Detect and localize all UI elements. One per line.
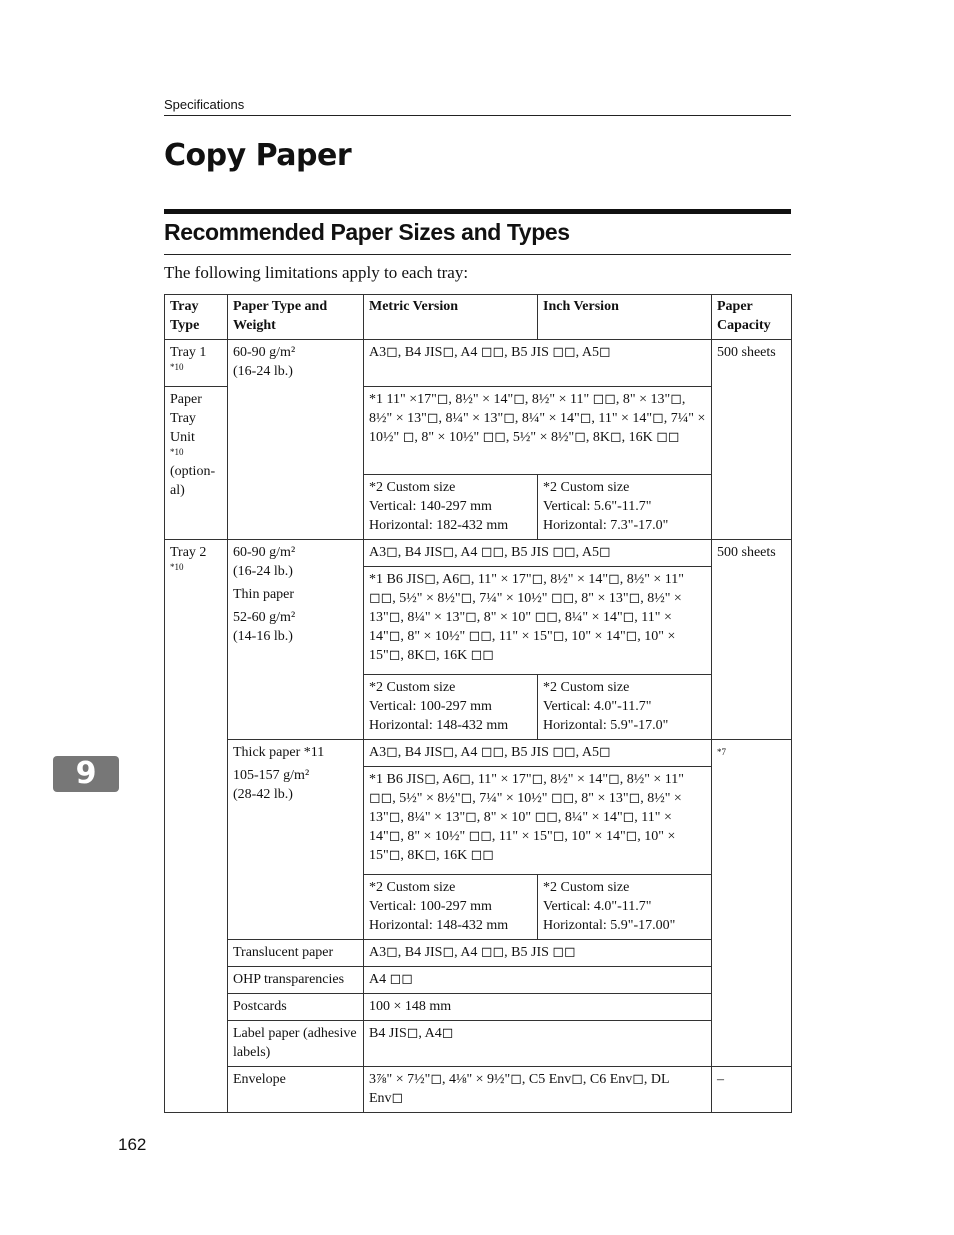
header-rule — [164, 115, 791, 116]
custom-horizontal: Horizontal: 7.3"-17.0" — [543, 518, 669, 533]
tray1-weight: 60-90 g/m² — [233, 345, 296, 360]
table-row — [165, 740, 792, 767]
translucent-label: Translucent paper — [228, 940, 364, 967]
section-rule — [164, 209, 791, 214]
label-paper-sizes: B4 JIS◻, A4◻ — [364, 1021, 712, 1067]
ptu-sizes: *1 11" ×17"◻, 8½" × 14"◻, 8½" × 11" ◻◻, 8" × 13"◻, 8½" × 13"◻, 8¼" × 13"◻, 8¼" × 14"◻, 11" × 14"◻, 7¼" × 10½" ◻, 8" × 10½" ◻◻, 5½" × 8½"◻, 8K◻, 16K ◻◻ — [364, 387, 712, 475]
table-row — [165, 940, 792, 967]
ohp-label: OHP transparencies — [228, 967, 364, 994]
paper-size-table — [164, 294, 792, 1113]
table-row — [165, 994, 792, 1021]
thick-inch-custom — [538, 875, 712, 940]
custom-horizontal: Horizontal: 148-432 mm — [369, 918, 509, 933]
thin-paper-weight: 52-60 g/m² — [233, 610, 296, 625]
custom-vertical: Vertical: 4.0"-11.7" — [543, 699, 652, 714]
tray1-label: Tray 1 — [170, 345, 207, 360]
tray2-weight-lb: (16-24 lb.) — [233, 564, 293, 579]
postcards-sizes: 100 × 148 mm — [364, 994, 712, 1021]
tray2-sizes: A3◻, B4 JIS◻, A4 ◻◻, B5 JIS ◻◻, A5◻ — [364, 540, 712, 567]
envelope-capacity: – — [712, 1067, 792, 1113]
intro-text: The following limitations apply to each tray: — [164, 263, 469, 282]
ptu-cell — [165, 387, 228, 540]
custom-size-label: *2 Custom size — [369, 680, 456, 695]
custom-horizontal: Horizontal: 5.9"-17.0" — [543, 718, 669, 733]
custom-horizontal: Horizontal: 182-432 mm — [369, 518, 509, 533]
custom-size-label: *2 Custom size — [543, 480, 630, 495]
tray2-weight: 60-90 g/m² — [233, 545, 296, 560]
tray2-weight-cell — [228, 540, 364, 740]
table-row — [165, 340, 792, 387]
tray2-metric-custom — [364, 675, 538, 740]
running-header: Specifications — [164, 97, 245, 112]
thick-extra-sizes: *1 B6 JIS◻, A6◻, 11" × 17"◻, 8½" × 14"◻, 8½" × 11" ◻◻, 5½" × 8½"◻, 7¼" × 10½" ◻◻, 8" × 13"◻, 8½" × 13"◻, 8¼" × 13"◻, 8" × 10" ◻◻, 8¼" × 14"◻, 11" × 14"◻, 8" × 10½" ◻◻, 11" × 15"◻, 10" × 14"◻, 10" × 15"◻, 8K◻, 16K ◻◻ — [364, 767, 712, 875]
col-header-inch: Inch Version — [538, 295, 712, 340]
custom-vertical: Vertical: 100-297 mm — [369, 699, 492, 714]
tray2-note: *10 — [170, 562, 184, 572]
tray1-sizes: A3◻, B4 JIS◻, A4 ◻◻, B5 JIS ◻◻, A5◻ — [364, 340, 712, 387]
thin-paper-weight-lb: (14-16 lb.) — [233, 629, 293, 644]
ohp-sizes: A4 ◻◻ — [364, 967, 712, 994]
custom-size-label: *2 Custom size — [543, 880, 630, 895]
envelope-label: Envelope — [228, 1067, 364, 1113]
table-row — [165, 540, 792, 567]
subtitle-rule — [164, 254, 791, 255]
tray2-inch-custom — [538, 675, 712, 740]
tray2-label: Tray 2 — [170, 545, 207, 560]
ptu-option: (option-al) — [170, 464, 216, 498]
custom-size-label: *2 Custom size — [543, 680, 630, 695]
tray1-cell — [165, 340, 228, 387]
table-row — [165, 1021, 792, 1067]
translucent-sizes: A3◻, B4 JIS◻, A4 ◻◻, B5 JIS ◻◻ — [364, 940, 712, 967]
custom-size-label: *2 Custom size — [369, 480, 456, 495]
table-row — [165, 1067, 792, 1113]
tray1-note: *10 — [170, 362, 184, 372]
ptu-label: Paper Tray Unit — [170, 392, 202, 445]
col-header-capacity: Paper Capacity — [712, 295, 792, 340]
tray1-weight-cell — [228, 340, 364, 540]
thick-paper-weight-lb: (28-42 lb.) — [233, 787, 293, 802]
thick-paper-weight: 105-157 g/m² — [233, 768, 310, 783]
thin-paper-label: Thin paper — [233, 587, 295, 602]
custom-horizontal: Horizontal: 5.9"-17.00" — [543, 918, 676, 933]
tray2-cell — [165, 540, 228, 1113]
custom-vertical: Vertical: 140-297 mm — [369, 499, 492, 514]
tray1-weight-lb: (16-24 lb.) — [233, 364, 293, 379]
thick-sizes: A3◻, B4 JIS◻, A4 ◻◻, B5 JIS ◻◻, A5◻ — [364, 740, 712, 767]
thick-paper-label: Thick paper *11 — [233, 745, 325, 760]
envelope-sizes: 3⅞" × 7½"◻, 4⅛" × 9½"◻, C5 Env◻, C6 Env◻, DL Env◻ — [364, 1067, 712, 1113]
page-title: Copy Paper — [164, 138, 352, 173]
col-header-tray-type: Tray Type — [165, 295, 228, 340]
custom-vertical: Vertical: 4.0"-11.7" — [543, 899, 652, 914]
paper-size-table-wrapper — [164, 294, 791, 1113]
thick-weight-cell — [228, 740, 364, 940]
thick-metric-custom — [364, 875, 538, 940]
tray1-capacity: 500 sheets — [712, 340, 792, 540]
custom-horizontal: Horizontal: 148-432 mm — [369, 718, 509, 733]
thick-capacity: *7 — [712, 740, 792, 1067]
custom-vertical: Vertical: 100-297 mm — [369, 899, 492, 914]
col-header-metric: Metric Version — [364, 295, 538, 340]
table-header-row — [165, 295, 792, 340]
tray2-capacity: 500 sheets — [712, 540, 792, 740]
custom-vertical: Vertical: 5.6"-11.7" — [543, 499, 652, 514]
postcards-label: Postcards — [228, 994, 364, 1021]
ptu-inch-custom — [538, 475, 712, 540]
chapter-tab: 9 — [53, 756, 119, 792]
col-header-paper-type: Paper Type and Weight — [228, 295, 364, 340]
ptu-note: *10 — [170, 447, 184, 457]
ptu-metric-custom — [364, 475, 538, 540]
page-number: 162 — [118, 1135, 147, 1154]
tray2-extra-sizes: *1 B6 JIS◻, A6◻, 11" × 17"◻, 8½" × 14"◻, 8½" × 11" ◻◻, 5½" × 8½"◻, 7¼" × 10½" ◻◻, 8" × 13"◻, 8½" × 13"◻, 8¼" × 13"◻, 8" × 10" ◻◻, 8¼" × 14"◻, 11" × 14"◻, 8" × 10½" ◻◻, 11" × 15"◻, 10" × 14"◻, 10" × 15"◻, 8K◻, 16K ◻◻ — [364, 567, 712, 675]
section-title: Recommended Paper Sizes and Types — [164, 219, 570, 245]
label-paper-label: Label paper (adhesive labels) — [228, 1021, 364, 1067]
table-row — [165, 967, 792, 994]
custom-size-label: *2 Custom size — [369, 880, 456, 895]
